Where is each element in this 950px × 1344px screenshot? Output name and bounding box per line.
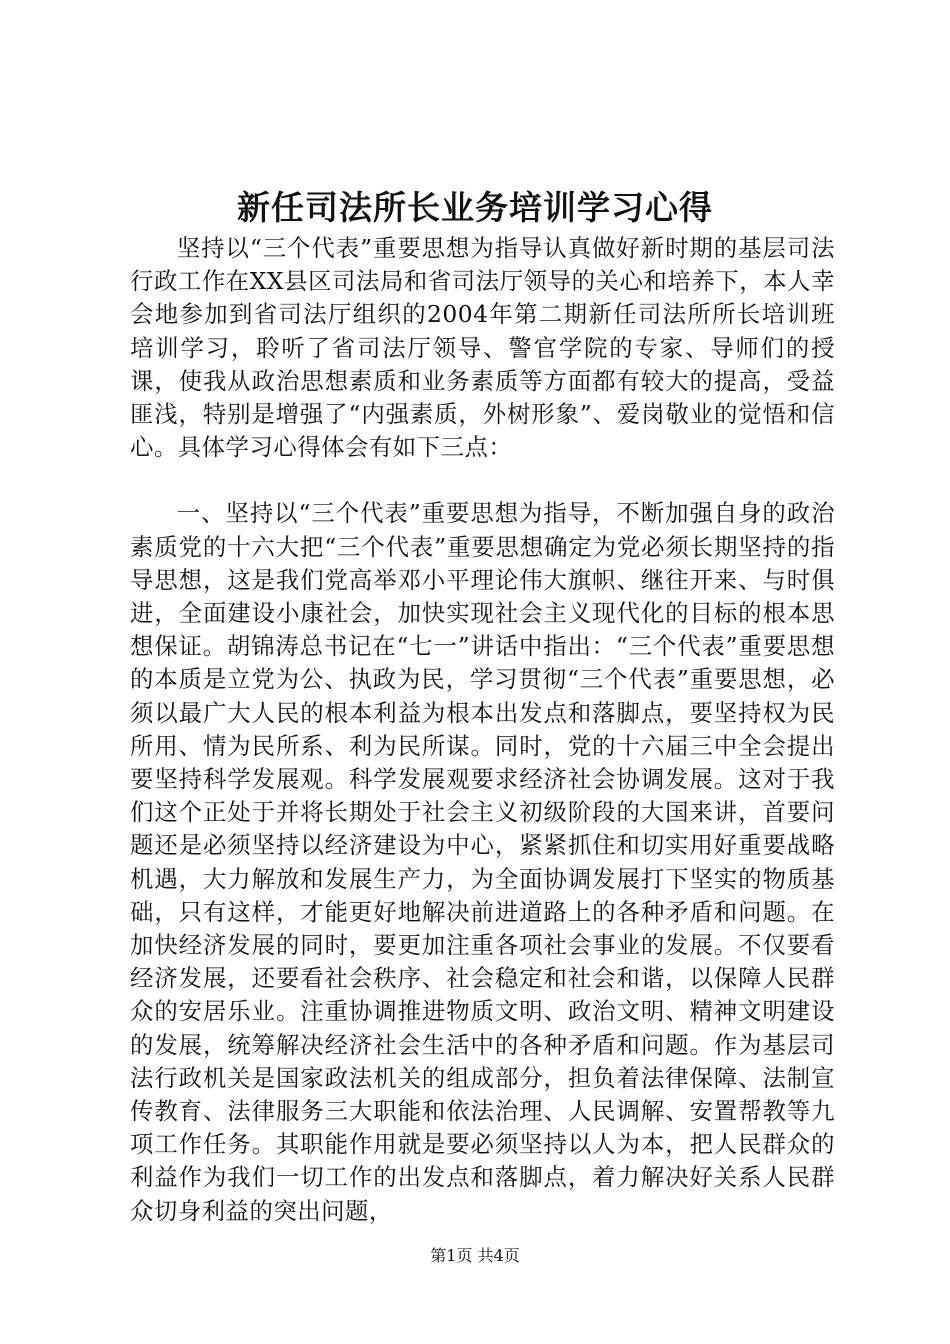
paragraph-intro: 坚持以“三个代表”重要思想为指导认真做好新时期的基层司法行政工作在XX县区司法局和省司法厅领导的关心和培养下，本人幸会地参加到省司法厅组织的2004年第二期新任司法所所长培训班培训学习，聆听了省司法厅领导、警官学院的专家、导师们的授课，使我从政治思想素质和业务素质等方面都有较大的提高，受益匪浅，特别是增强了“内强素质，外树形象”、爱岗敬业的觉悟和信心。具体学习心得体会有如下三点： [130, 234, 835, 462]
page-number-footer: 第1页 共4页 [430, 1246, 520, 1265]
document-title: 新任司法所长业务培训学习心得 [237, 188, 713, 227]
document-body [130, 232, 835, 1228]
paragraph-section-one: 一、坚持以“三个代表”重要思想为指导，不断加强自身的政治素质党的十六大把“三个代表”重要思想确定为党必须长期坚持的指导思想，这是我们党高举邓小平理论伟大旗帜、继往开来、与时俱进，全面建设小康社会，加快实现社会主义现代化的目标的根本思想保证。胡锦涛总书记在“七一”讲话中指出：“三个代表”重要思想的本质是立党为公、执政为民，学习贯彻“三个代表”重要思想，必须以最广大人民的根本利益为根本出发点和落脚点，要坚持权为民所用、情为民所系、利为民所谋。同时，党的十六届三中全会提出要坚持科学发展观。科学发展观要求经济社会协调发展。这对于我们这个正处于并将长期处于社会主义初级阶段的大国来讲，首要问题还是必须坚持以经济建设为中心，紧紧抓住和切实用好重要战略机遇，大力解放和发展生产力，为全面协调发展打下坚实的物质基础，只有这样，才能更好地解决前进道路上的各种矛盾和问题。在加快经济发展的同时，要更加注重各项社会事业的发展。不仅要看经济发展，还要看社会秩序、社会稳定和社会和谐，以保障人民群众的安居乐业。注重协调推进物质文明、政治文明、精神文明建设的发展，统筹解决经济社会生活中的各种矛盾和问题。作为基层司法行政机关是国家政法机关的组成部分，担负着法律保障、法制宣传教育、法律服务三大职能和依法治理、人民调解、安置帮教等九项工作任务。其职能作用就是要必须坚持以人为本，把人民群众的利益作为我们一切工作的出发点和落脚点，着力解决好关系人民群众切身利益的突出问题， [130, 499, 835, 1225]
paragraph-spacer [130, 464, 835, 497]
